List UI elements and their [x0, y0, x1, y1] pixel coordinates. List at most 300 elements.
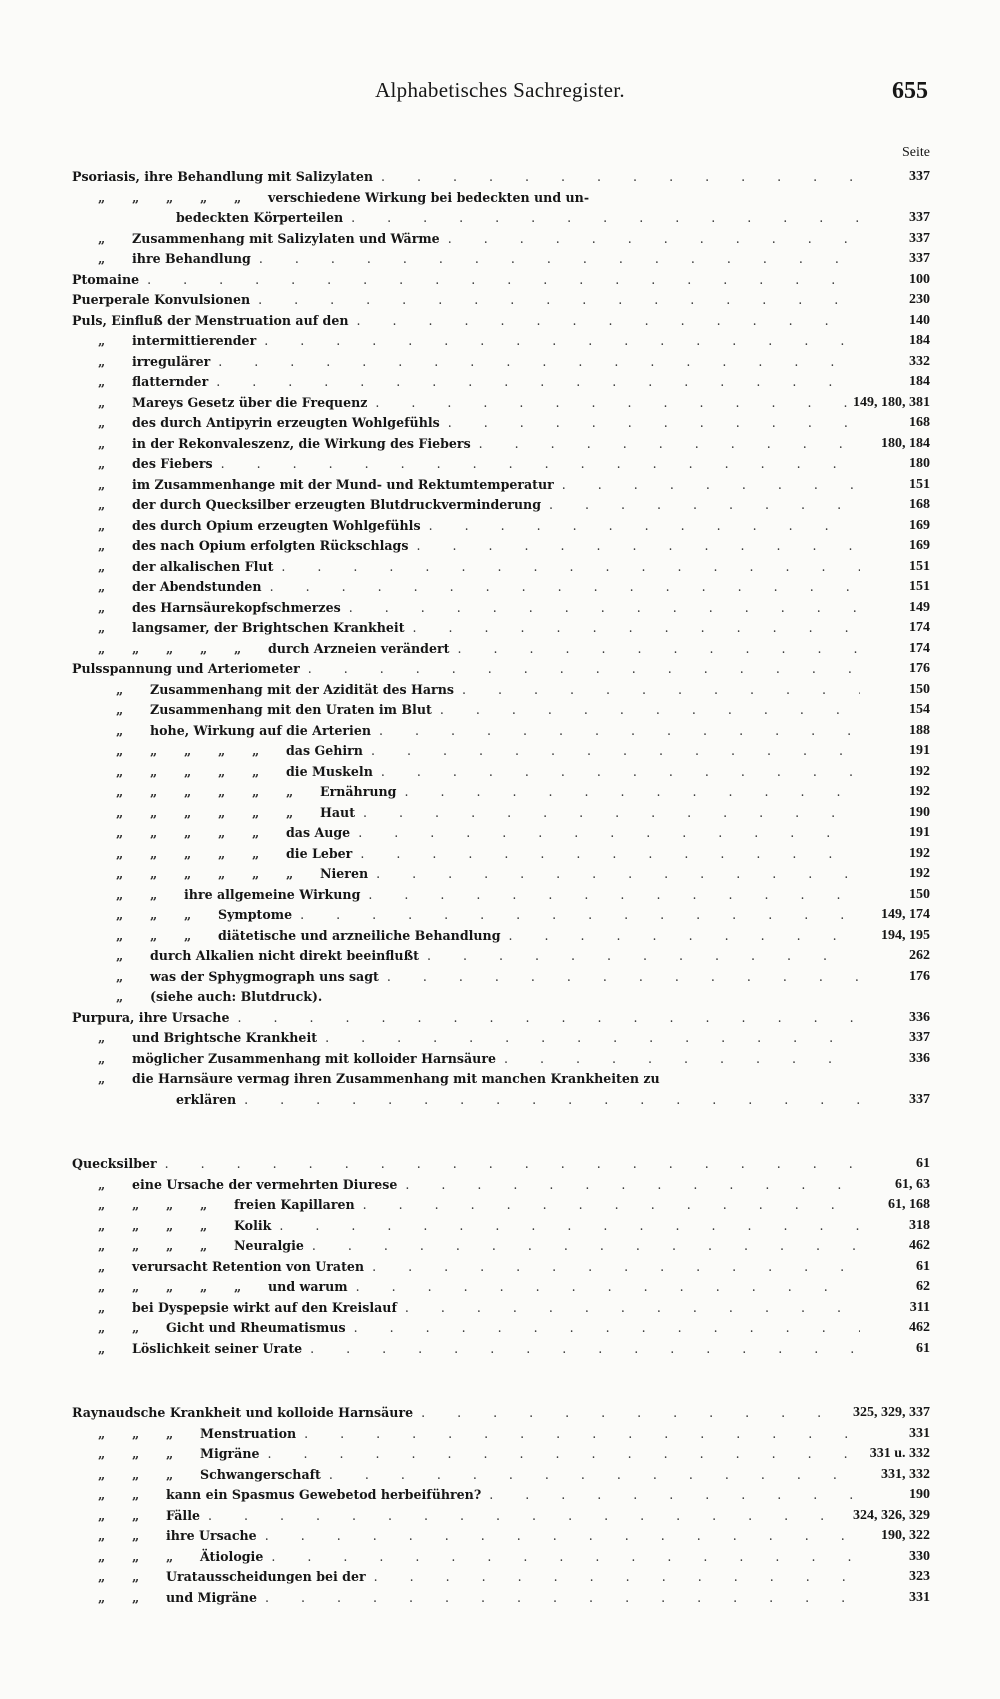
entry-text-area: [72, 1277, 860, 1298]
entry-term: des Harnsäurekopfschmerzes . . .: [132, 600, 860, 615]
index-entry: [72, 1175, 930, 1196]
ditto-mark: „: [98, 374, 106, 389]
ditto-mark: „: [116, 804, 124, 820]
index-entry: [72, 885, 930, 906]
entry-term: Fälle . . .: [166, 1508, 860, 1523]
ditto-mark: „: [98, 1466, 106, 1482]
ditto-mark: „: [116, 784, 124, 799]
entry-text-area: [72, 905, 860, 926]
ditto-mark: „: [116, 866, 124, 881]
ditto-mark: „: [218, 804, 226, 820]
ditto-mark: „: [184, 825, 192, 840]
ditto-mark: „: [116, 845, 124, 861]
entry-text-area: [72, 803, 860, 824]
index-entry: [72, 1567, 930, 1588]
entry-page-ref: 174: [903, 639, 930, 660]
entry-term: durch Arzneien verändert . . .: [268, 641, 860, 656]
entry-page-ref: 61: [910, 1257, 930, 1278]
index-entry: [72, 721, 930, 742]
ditto-mark: „: [98, 1487, 106, 1502]
index-entry: [72, 1485, 930, 1506]
ditto-mark: „: [132, 1279, 140, 1294]
entry-text-area: [72, 844, 860, 865]
entry-text-area: [72, 229, 860, 250]
ditto-mark: „: [218, 763, 226, 779]
ditto-mark: „: [166, 1217, 174, 1233]
ditto-mark: „: [200, 1279, 208, 1294]
entry-page-ref: 323: [903, 1567, 930, 1588]
ditto-mark: „: [98, 1176, 106, 1192]
ditto-mark: „: [98, 497, 106, 512]
entry-term: Purpura, ihre Ursache . . .: [72, 1010, 860, 1025]
entry-page-ref: 332: [903, 352, 930, 373]
ditto-mark: „: [252, 804, 260, 820]
ditto-mark: „: [166, 1238, 174, 1253]
index-entry: [72, 1588, 930, 1609]
ditto-mark: „: [98, 230, 106, 246]
ditto-mark: „: [116, 681, 124, 697]
entry-page-ref: 336: [903, 1049, 930, 1070]
entry-page-ref: 61: [910, 1339, 930, 1360]
entry-text-area: [72, 208, 860, 229]
entry-term: Ätiologie . . .: [200, 1549, 860, 1564]
entry-page-ref: 262: [903, 946, 930, 967]
entry-page-ref: 191: [903, 823, 930, 844]
index-entry: [72, 372, 930, 393]
index-entry: [72, 352, 930, 373]
index-entry: [72, 1277, 930, 1298]
page-number: 655: [892, 78, 928, 104]
entry-page-ref: 337: [903, 1090, 930, 1111]
entry-term: (siehe auch: Blutdruck).: [150, 989, 323, 1004]
section-gap: [72, 1132, 930, 1154]
entry-term: verursacht Retention von Uraten . . .: [132, 1259, 860, 1274]
entry-page-ref: 169: [903, 516, 930, 537]
entry-term: das Auge . . .: [286, 825, 860, 840]
entry-text-area: [72, 1195, 860, 1216]
ditto-mark: „: [98, 1258, 106, 1274]
index-entry: [72, 926, 930, 947]
ditto-mark: „: [98, 1030, 106, 1045]
ditto-mark: „: [98, 353, 106, 369]
index-entry: [72, 782, 930, 803]
entry-text-area: [72, 536, 860, 557]
entry-text-area: [72, 557, 860, 578]
ditto-mark: „: [252, 866, 260, 881]
ditto-mark: „: [184, 907, 192, 922]
entry-page-ref: 174: [903, 618, 930, 639]
entry-page-ref: 331, 332: [875, 1465, 930, 1486]
ditto-mark: „: [234, 189, 242, 205]
entry-term: Nieren . . .: [320, 866, 860, 881]
section-gap: [72, 1110, 930, 1132]
entry-text-area: [72, 495, 860, 516]
entry-term: eine Ursache der vermehrten Diurese . . .: [132, 1177, 860, 1192]
index-entry: [72, 741, 930, 762]
entry-term: langsamer, der Brightschen Krankheit . . .: [132, 620, 860, 635]
index-entry: [72, 475, 930, 496]
entry-page-ref: 331: [903, 1424, 930, 1445]
ditto-mark: „: [252, 743, 260, 758]
entry-term: Zusammenhang mit den Uraten im Blut . . .: [150, 702, 860, 717]
index-entry: [72, 618, 930, 639]
entry-term: diätetische und arzneiliche Behandlung . . .: [218, 928, 860, 943]
ditto-mark: „: [166, 1197, 174, 1212]
ditto-mark: „: [132, 1548, 140, 1564]
index-entry: [72, 188, 930, 209]
entry-page-ref: 149: [903, 598, 930, 619]
entry-text-area: [72, 1236, 860, 1257]
entry-term: der alkalischen Flut . . .: [132, 559, 860, 574]
ditto-mark: „: [218, 845, 226, 861]
index-entry: [72, 1318, 930, 1339]
ditto-mark: „: [218, 825, 226, 840]
index-entry: [72, 1154, 930, 1175]
entry-text-area: [72, 946, 860, 967]
ditto-mark: „: [98, 1528, 106, 1543]
entry-text-area: [72, 680, 860, 701]
index-entry: [72, 1028, 930, 1049]
entry-text-area: [72, 577, 860, 598]
index-entry: [72, 1257, 930, 1278]
entry-term: in der Rekonvaleszenz, die Wirkung des Fiebers . . .: [132, 436, 860, 451]
entry-term: möglicher Zusammenhang mit kolloider Harnsäure . . .: [132, 1051, 860, 1066]
index-entry: [72, 1049, 930, 1070]
entry-term: Quecksilber . . .: [72, 1156, 860, 1171]
index-entry: [72, 536, 930, 557]
ditto-mark: „: [116, 886, 124, 902]
entry-term: Ernährung . . .: [320, 784, 860, 799]
ditto-mark: „: [252, 845, 260, 861]
ditto-mark: „: [150, 886, 158, 902]
entry-term: Neuralgie . . .: [234, 1238, 860, 1253]
entry-term: Zusammenhang mit der Azidität des Harns . . .: [150, 682, 860, 697]
entry-page-ref: 337: [903, 208, 930, 229]
index-entry: [72, 331, 930, 352]
entry-text-area: [72, 188, 930, 209]
entry-term: irregulärer . . .: [132, 354, 860, 369]
entry-term: bedeckten Körperteilen . . .: [176, 210, 860, 225]
entry-text-area: [72, 1547, 860, 1568]
entry-text-area: [72, 1444, 860, 1465]
ditto-mark: „: [200, 189, 208, 205]
entry-text-area: [72, 1216, 860, 1237]
index-entry: [72, 823, 930, 844]
entry-text-area: [72, 475, 860, 496]
ditto-mark: „: [132, 1217, 140, 1233]
entry-text-area: [72, 1175, 860, 1196]
entry-page-ref: 180: [903, 454, 930, 475]
entry-term: intermittierender . . .: [132, 333, 860, 348]
entry-text-area: [72, 1339, 860, 1360]
entry-page-ref: 151: [903, 475, 930, 496]
index-entry: [72, 393, 930, 414]
entry-text-area: [72, 741, 860, 762]
ditto-mark: „: [132, 1197, 140, 1212]
entry-page-ref: 180, 184: [875, 434, 930, 455]
entry-term: Haut . . .: [320, 805, 860, 820]
entry-page-ref: 176: [903, 967, 930, 988]
entry-page-ref: 61, 168: [882, 1195, 930, 1216]
ditto-mark: „: [150, 907, 158, 922]
entry-page-ref: 61: [910, 1154, 930, 1175]
ditto-mark: „: [98, 1425, 106, 1441]
index-entry: [72, 803, 930, 824]
ditto-mark: „: [184, 804, 192, 820]
ditto-mark: „: [150, 743, 158, 758]
ditto-mark: „: [166, 189, 174, 205]
entry-term: Gicht und Rheumatismus . . .: [166, 1320, 860, 1335]
entry-text-area: [72, 413, 860, 434]
index-entry: [72, 680, 930, 701]
index-entry: [72, 1090, 930, 1111]
ditto-mark: „: [184, 743, 192, 758]
entry-term: und Migräne . . .: [166, 1590, 860, 1605]
entry-text-area: [72, 454, 860, 475]
entry-page-ref: 462: [903, 1236, 930, 1257]
ditto-mark: „: [184, 763, 192, 779]
index-entry: [72, 229, 930, 250]
ditto-mark: „: [98, 1548, 106, 1564]
ditto-mark: „: [184, 866, 192, 881]
entry-page-ref: 191: [903, 741, 930, 762]
entry-text-area: [72, 290, 860, 311]
entry-page-ref: 184: [903, 331, 930, 352]
index-section: [72, 1403, 930, 1608]
ditto-mark: „: [98, 1320, 106, 1335]
entry-text-area: [72, 393, 860, 414]
ditto-mark: „: [150, 825, 158, 840]
entry-term: des nach Opium erfolgten Rückschlags . . .: [132, 538, 860, 553]
ditto-mark: „: [150, 845, 158, 861]
entry-page-ref: 462: [903, 1318, 930, 1339]
entry-page-ref: 331 u. 332: [864, 1444, 930, 1465]
section-gap: [72, 1359, 930, 1381]
ditto-mark: „: [150, 784, 158, 799]
entry-text-area: [72, 721, 860, 742]
entry-page-ref: 337: [903, 167, 930, 188]
index-entry: [72, 967, 930, 988]
entry-page-ref: 61, 63: [889, 1175, 930, 1196]
ditto-mark: „: [150, 927, 158, 943]
ditto-mark: „: [98, 394, 106, 410]
entry-term: ihre Ursache . . .: [166, 1528, 860, 1543]
ditto-mark: „: [98, 558, 106, 574]
entry-page-ref: 151: [903, 577, 930, 598]
entry-text-area: [72, 659, 860, 680]
ditto-mark: „: [166, 1425, 174, 1441]
entry-text-area: [72, 1154, 860, 1175]
entry-text-area: [72, 1069, 930, 1090]
entry-page-ref: 190: [903, 1485, 930, 1506]
ditto-mark: „: [150, 866, 158, 881]
ditto-mark: „: [252, 763, 260, 779]
index-section: [72, 1154, 930, 1359]
entry-term: Ptomaine . . .: [72, 272, 860, 287]
ditto-mark: „: [98, 415, 106, 430]
entry-text-area: [72, 1465, 860, 1486]
index-entry: [72, 311, 930, 332]
entry-term: Schwangerschaft . . .: [200, 1467, 860, 1482]
ditto-mark: „: [116, 722, 124, 738]
ditto-mark: „: [116, 743, 124, 758]
seite-column-label: Seite: [902, 145, 930, 160]
entry-page-ref: 318: [903, 1216, 930, 1237]
ditto-mark: „: [98, 1238, 106, 1253]
index-entry: [72, 1547, 930, 1568]
entry-page-ref: 168: [903, 495, 930, 516]
index-entry: [72, 1465, 930, 1486]
index-entry: [72, 1298, 930, 1319]
entry-text-area: [72, 639, 860, 660]
ditto-mark: „: [98, 620, 106, 635]
entry-page-ref: 184: [903, 372, 930, 393]
entry-page-ref: 149, 180, 381: [847, 393, 930, 414]
entry-term: die Leber . . .: [286, 846, 860, 861]
entry-page-ref: 100: [903, 270, 930, 291]
entry-page-ref: 154: [903, 700, 930, 721]
entry-text-area: [72, 1090, 860, 1111]
index-entry: [72, 905, 930, 926]
entry-text-area: [72, 311, 860, 332]
index-entry: [72, 659, 930, 680]
index-entry: [72, 516, 930, 537]
entry-page-ref: 169: [903, 536, 930, 557]
entry-term: ihre allgemeine Wirkung . . .: [184, 887, 860, 902]
entry-text-area: [72, 516, 860, 537]
index-entry: [72, 844, 930, 865]
ditto-mark: „: [98, 1507, 106, 1523]
ditto-mark: „: [116, 825, 124, 840]
entry-page-ref: 192: [903, 844, 930, 865]
ditto-mark: „: [98, 599, 106, 615]
index-entry: [72, 1069, 930, 1090]
ditto-mark: „: [132, 1569, 140, 1584]
entry-term: der durch Quecksilber erzeugten Blutdruckverminderung . . .: [132, 497, 860, 512]
ditto-mark: „: [132, 1238, 140, 1253]
index-entry: [72, 864, 930, 885]
entry-term: ihre Behandlung . . .: [132, 251, 860, 266]
entry-page-ref: 194, 195: [875, 926, 930, 947]
ditto-mark: „: [98, 435, 106, 451]
entry-text-area: [72, 782, 860, 803]
entry-term: Puls, Einfluß der Menstruation auf den . . .: [72, 313, 860, 328]
entry-text-area: [72, 1567, 860, 1588]
ditto-mark: „: [132, 1528, 140, 1543]
entry-page-ref: 188: [903, 721, 930, 742]
entry-page-ref: 330: [903, 1547, 930, 1568]
entry-term: das Gehirn . . .: [286, 743, 860, 758]
entry-page-ref: 336: [903, 1008, 930, 1029]
entry-page-ref: 192: [903, 782, 930, 803]
entry-term: verschiedene Wirkung bei bedeckten und un-: [268, 189, 590, 205]
ditto-mark: „: [184, 927, 192, 943]
entry-term: was der Sphygmograph uns sagt . . .: [150, 969, 860, 984]
entry-term: flatternder . . .: [132, 374, 860, 389]
entry-page-ref: 337: [903, 229, 930, 250]
index-entry: [72, 762, 930, 783]
entry-text-area: [72, 618, 860, 639]
entry-page-ref: 150: [903, 885, 930, 906]
index-entry: [72, 167, 930, 188]
ditto-mark: „: [98, 476, 106, 492]
ditto-mark: „: [286, 784, 294, 799]
ditto-mark: „: [132, 1507, 140, 1523]
ditto-mark: „: [200, 1217, 208, 1233]
index-entry: [72, 598, 930, 619]
ditto-mark: „: [150, 763, 158, 779]
entry-term: kann ein Spasmus Gewebetod herbeiführen? . . .: [166, 1487, 860, 1502]
entry-page-ref: 192: [903, 864, 930, 885]
index-entry: [72, 1008, 930, 1029]
ditto-mark: „: [98, 189, 106, 205]
ditto-mark: „: [116, 907, 124, 922]
ditto-mark: „: [98, 1340, 106, 1356]
entry-text-area: [72, 1424, 860, 1445]
index-entry: [72, 1403, 930, 1424]
index-entry: [72, 454, 930, 475]
ditto-mark: „: [252, 784, 260, 799]
entry-text-area: [72, 1506, 860, 1527]
entry-page-ref: 337: [903, 1028, 930, 1049]
ditto-mark: „: [132, 1466, 140, 1482]
entry-text-area: [72, 1028, 860, 1049]
entry-text-area: [72, 967, 860, 988]
ditto-mark: „: [166, 1446, 174, 1461]
entry-term: bei Dyspepsie wirkt auf den Kreislauf . . .: [132, 1300, 860, 1315]
entry-term: Pulsspannung und Arteriometer . . .: [72, 661, 860, 676]
index-entry: [72, 434, 930, 455]
index-entry: [72, 1236, 930, 1257]
index-section: [72, 167, 930, 1110]
index-entry: [72, 1506, 930, 1527]
entry-text-area: [72, 167, 860, 188]
entry-page-ref: 168: [903, 413, 930, 434]
ditto-mark: „: [166, 640, 174, 656]
entry-term: die Harnsäure vermag ihren Zusammenhang mit manchen Krankheiten zu: [132, 1071, 660, 1086]
ditto-mark: „: [98, 1050, 106, 1066]
entry-term: Zusammenhang mit Salizylaten und Wärme . . .: [132, 231, 860, 246]
entry-text-area: [72, 1403, 860, 1424]
ditto-mark: „: [200, 1238, 208, 1253]
entry-term: im Zusammenhange mit der Mund- und Rektumtemperatur . . .: [132, 477, 860, 492]
entry-text-area: [72, 1526, 860, 1547]
entry-term: durch Alkalien nicht direkt beeinflußt . . .: [150, 948, 860, 963]
index-entry: [72, 1424, 930, 1445]
ditto-mark: „: [116, 702, 124, 717]
entry-term: die Muskeln . . .: [286, 764, 860, 779]
ditto-mark: „: [98, 1071, 106, 1086]
index-entry: [72, 1195, 930, 1216]
entry-page-ref: 192: [903, 762, 930, 783]
ditto-mark: „: [286, 804, 294, 820]
ditto-mark: „: [286, 866, 294, 881]
entry-term: und warum . . .: [268, 1279, 860, 1294]
ditto-mark: „: [200, 1197, 208, 1212]
ditto-mark: „: [132, 189, 140, 205]
entry-term: des durch Opium erzeugten Wohlgefühls . . .: [132, 518, 860, 533]
index-entry: [72, 987, 930, 1008]
entry-page-ref: 190, 322: [875, 1526, 930, 1547]
index-entry: [72, 1444, 930, 1465]
entry-text-area: [72, 700, 860, 721]
entry-text-area: [72, 434, 860, 455]
entry-term: freien Kapillaren . . .: [234, 1197, 860, 1212]
entry-text-area: [72, 1049, 860, 1070]
ditto-mark: „: [98, 1279, 106, 1294]
ditto-mark: „: [116, 948, 124, 963]
index-entry: [72, 1216, 930, 1237]
